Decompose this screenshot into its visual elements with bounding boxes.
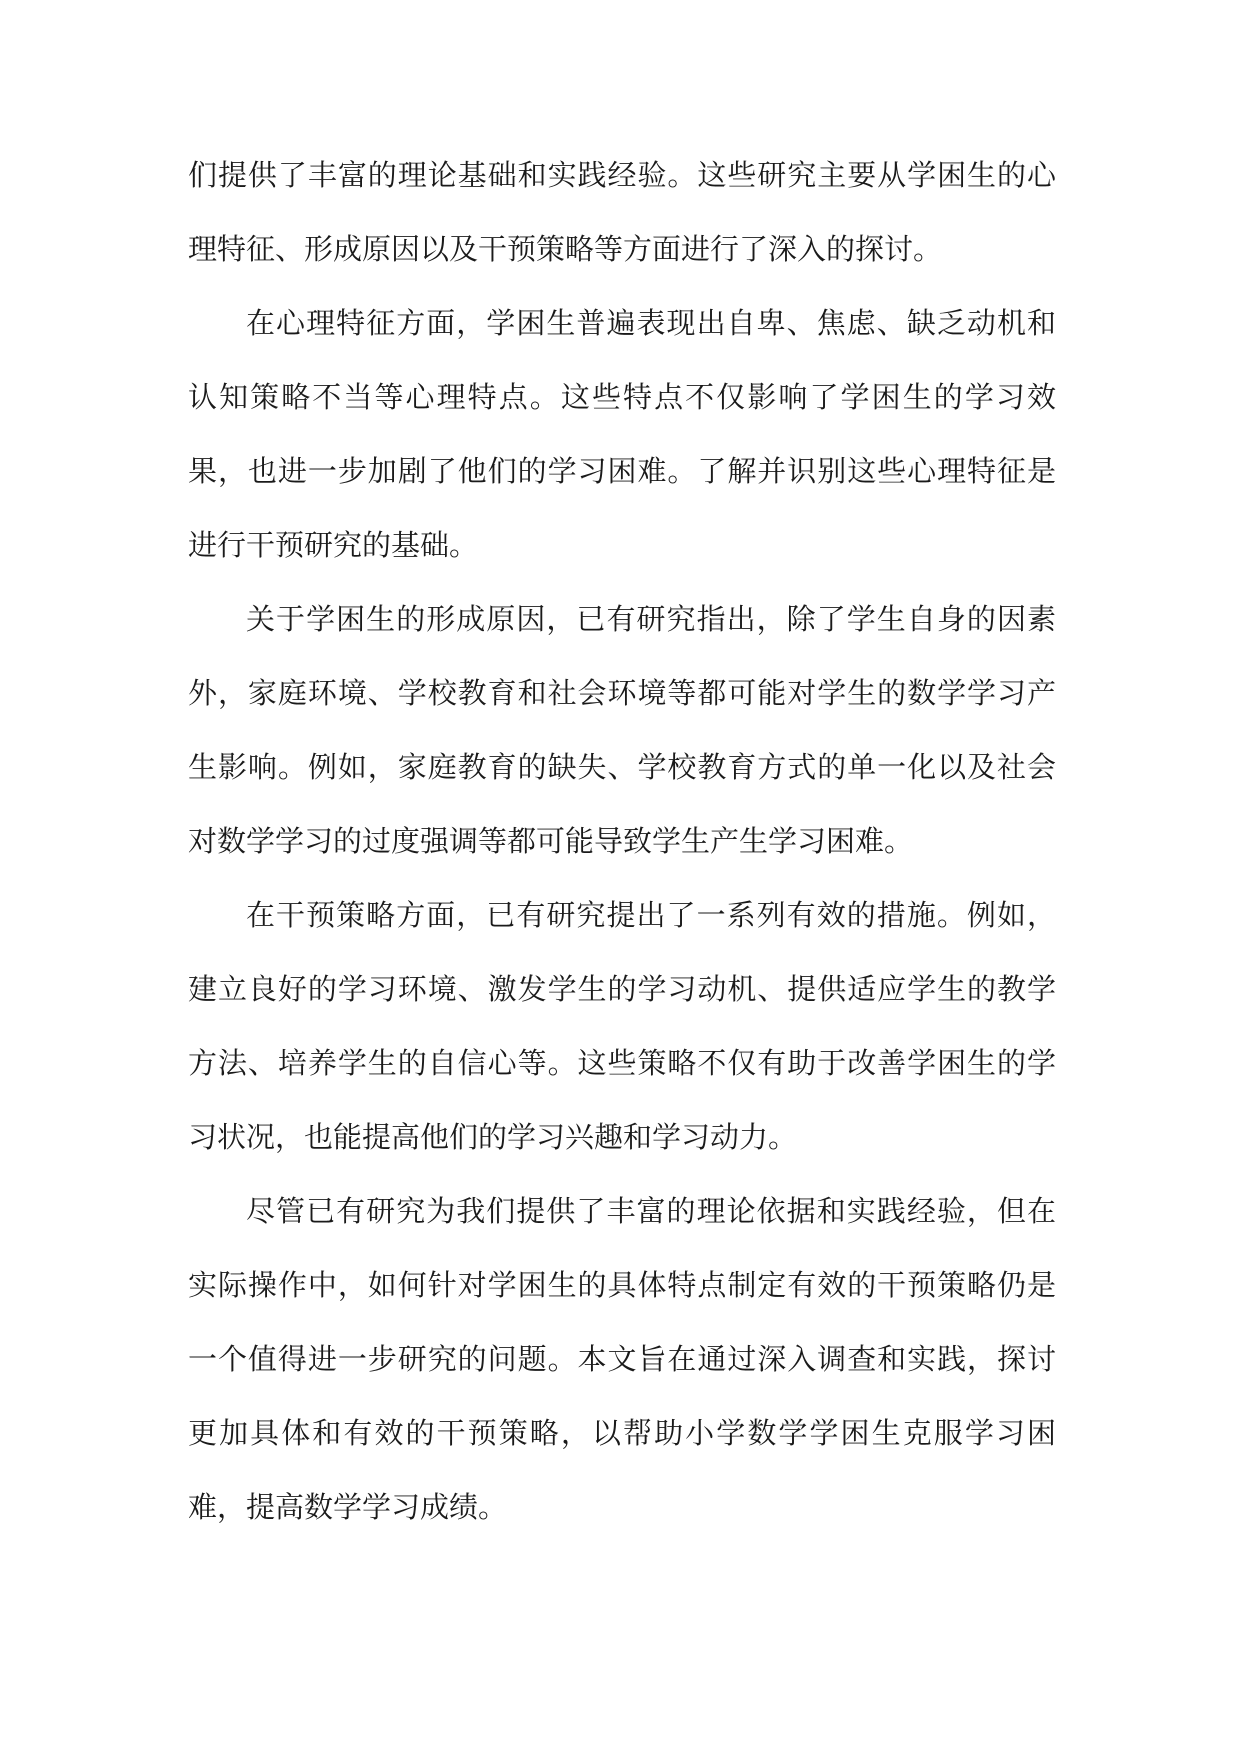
paragraph-continuation: 们提供了丰富的理论基础和实践经验。这些研究主要从学困生的心理特征、形成原因以及干预策略等方面进行了深入的探讨。 xyxy=(188,158,1056,266)
document-body xyxy=(188,138,1056,1544)
paragraph-formation-causes: 关于学困生的形成原因，已有研究指出，除了学生自身的因素外，家庭环境、学校教育和社会环境等都可能对学生的数学学习产生影响。例如，家庭教育的缺失、学校教育方式的单一化以及社会对数学学习的过度强调等都可能导致学生产生学习困难。 xyxy=(188,602,1056,858)
paragraph-intervention-strategies: 在干预策略方面，已有研究提出了一系列有效的措施。例如，建立良好的学习环境、激发学生的学习动机、提供适应学生的教学方法、培养学生的自信心等。这些策略不仅有助于改善学困生的学习状况，也能提高他们的学习兴趣和学习动力。 xyxy=(188,898,1056,1154)
paragraph-psychological-traits: 在心理特征方面，学困生普遍表现出自卑、焦虑、缺乏动机和认知策略不当等心理特点。这些特点不仅影响了学困生的学习效果，也进一步加剧了他们的学习困难。了解并识别这些心理特征是进行干预研究的基础。 xyxy=(188,306,1056,562)
paragraph-research-purpose: 尽管已有研究为我们提供了丰富的理论依据和实践经验，但在实际操作中，如何针对学困生的具体特点制定有效的干预策略仍是一个值得进一步研究的问题。本文旨在通过深入调查和实践，探讨更加具体和有效的干预策略，以帮助小学数学学困生克服学习困难，提高数学学习成绩。 xyxy=(188,1194,1056,1524)
